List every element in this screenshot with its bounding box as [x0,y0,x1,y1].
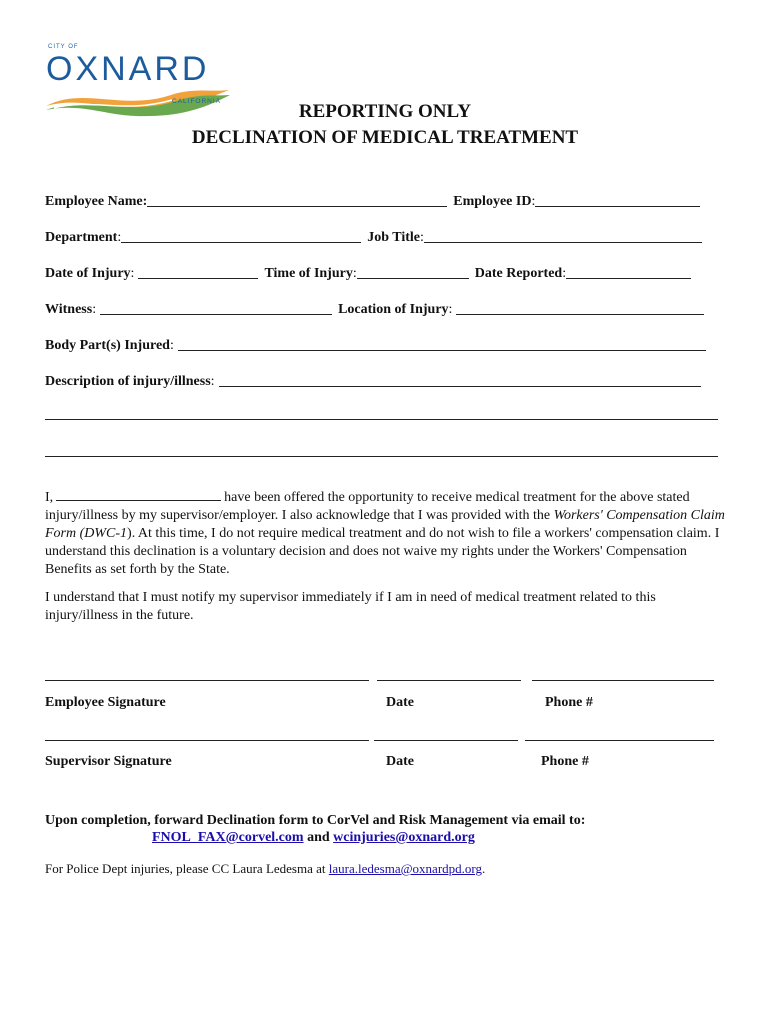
row-employee [45,188,720,210]
location-field[interactable] [456,300,704,315]
row-department [45,224,720,246]
job-title-label: Job Title [367,230,420,245]
supervisor-phone-line[interactable] [525,740,714,741]
time-of-injury-colon: : [352,266,357,281]
declarant-name-field[interactable] [56,488,221,501]
declination-statement [45,488,725,579]
employee-id-label: Employee ID [453,194,532,209]
statement-i: I, [45,490,54,505]
employee-signature-line[interactable] [45,680,369,681]
employee-name-field[interactable] [147,192,447,207]
email-line [152,830,475,846]
date-reported-field[interactable] [566,264,691,279]
statement-part2: ). At this time, I do not require medical treatment and do not wish to file a workers' compensation claim. I understand this declination is a voluntary decision and does not waive my rights under the Workers' Compensation Benefits as set forth by the State. [45,526,720,577]
date-reported-label: Date Reported [474,266,563,281]
forward-instruction: Upon completion, forward Declination form to CorVel and Risk Management via email to: [45,813,586,828]
logo-name: OXNARD [46,50,210,88]
police-note-period: . [482,861,486,876]
employee-phone-line[interactable] [532,680,714,681]
date-of-injury-field[interactable] [138,264,258,279]
logo-city-of: CITY OF [48,44,79,50]
row-witness [45,296,720,318]
email-and: and [307,830,330,845]
location-colon: : [448,302,453,317]
time-of-injury-label: Time of Injury [264,266,353,281]
employee-date-line[interactable] [377,680,521,681]
statement-part1: have been offered the opportunity to receive medical treatment for the above stated injury/illness by my supervisor/employer. I also acknowledge that I was provided with the [45,490,690,523]
corvel-email-link[interactable]: FNOL_FAX@corvel.com [152,830,304,845]
title-declination: DECLINATION OF MEDICAL TREATMENT [191,127,579,148]
description-line-3[interactable] [45,456,718,457]
police-email-link[interactable]: laura.ledesma@oxnardpd.org [328,861,483,876]
oxnard-email-link[interactable]: wcinjuries@oxnard.org [333,830,475,845]
job-title-field[interactable] [424,228,702,243]
witness-field[interactable] [100,300,332,315]
description-colon: : [210,374,215,389]
employee-id-colon: : [531,194,536,209]
supervisor-phone-label: Phone # [541,754,589,769]
row-body-parts [45,332,720,354]
department-label: Department [45,230,118,245]
body-parts-label: Body Part(s) Injured [45,338,170,353]
employee-id-field[interactable] [535,192,700,207]
date-of-injury-colon: : [130,266,135,281]
department-colon: : [117,230,122,245]
date-of-injury-label: Date of Injury [45,266,131,281]
witness-label: Witness [45,302,93,317]
row-description [45,368,720,390]
employee-phone-label: Phone # [545,695,593,710]
date-reported-colon: : [562,266,567,281]
location-label: Location of Injury [338,302,449,317]
notify-statement: I understand that I must notify my supervisor immediately if I am in need of medical treatment related to this injury/illness in the future. [45,590,656,623]
job-title-colon: : [419,230,424,245]
body-parts-field[interactable] [178,336,706,351]
time-of-injury-field[interactable] [357,264,469,279]
supervisor-signature-line[interactable] [45,740,369,741]
body-parts-colon: : [169,338,174,353]
logo-california: CALIFORNIA [172,98,222,105]
employee-signature-label: Employee Signature [45,695,166,710]
supervisor-signature-label: Supervisor Signature [45,754,172,769]
statement-form-name: Workers' Compensation Claim Form (DWC-1 [45,508,725,541]
employee-date-label: Date [386,695,414,710]
supervisor-date-label: Date [386,754,414,769]
description-line-2[interactable] [45,419,718,420]
police-note [45,861,485,877]
row-dates [45,260,720,282]
supervisor-date-line[interactable] [374,740,518,741]
title-reporting-only: REPORTING ONLY [298,101,472,122]
description-field[interactable] [219,372,701,387]
police-note-text: For Police Dept injuries, please CC Laura Ledesma at [45,861,326,876]
department-field[interactable] [121,228,361,243]
witness-colon: : [92,302,97,317]
description-label: Description of injury/illness [45,374,211,389]
employee-name-label: Employee Name: [45,194,148,209]
